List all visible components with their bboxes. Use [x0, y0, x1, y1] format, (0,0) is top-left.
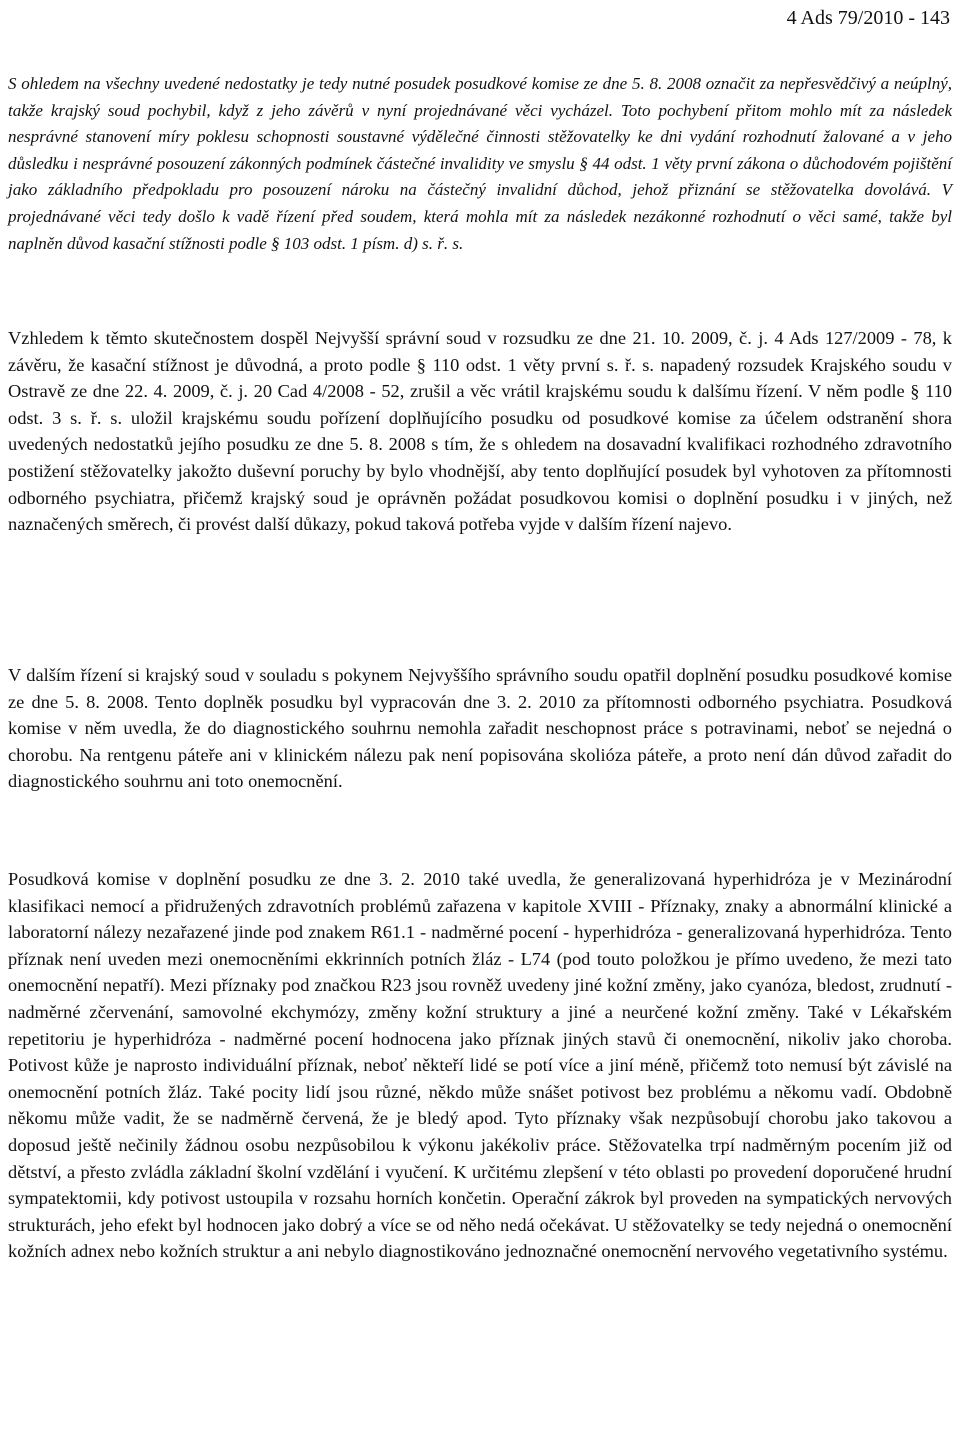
case-reference: 4 Ads 79/2010 - 143: [786, 7, 950, 29]
paragraph-2: Vzhledem k těmto skutečnostem dospěl Nejvyšší správní soud v rozsudku ze dne 21. 10. 2009, č. j. 4 Ads 127/2009 - 78, k závěru, že kasační stížnost je důvodná, a proto podle § 110 odst. 1 věty první s. ř. s. napadený rozsudek Krajského soudu v Ostravě ze dne 22. 4. 2009, č. j. 20 Cad 4/2008 - 52, zrušil a věc vrátil krajskému soudu k dalšímu řízení. V něm podle § 110 odst. 3 s. ř. s. uložil krajskému soudu pořízení doplňujícího posudku od posudkové komise za účelem odstranění shora uvedených nedostatků jejího posudku ze dne 5. 8. 2008 s tím, že s ohledem na dosavadní kvalifikaci rozhodného zdravotního postižení stěžovatelky jakožto duševní poruchy by bylo vhodnější, aby tento doplňující posudek byl vyhotoven za přítomnosti odborného psychiatra, přičemž krajský soud je oprávněn požádat posudkovou komisi o doplnění posudku i v jiných, než naznačených směrech, či provést další důkazy, pokud taková potřeba vyjde v dalším řízení najevo.: [8, 328, 952, 535]
paragraph-4: Posudková komise v doplnění posudku ze dne 3. 2. 2010 také uvedla, že generalizovaná hyperhidróza je v Mezinárodní klasifikaci nemocí a přidružených zdravotních problémů zařazena v kapitole XVIII - Příznaky, znaky a abnormální klinické a laboratorní nálezy nezařazené jinde pod znakem R61.1 - nadměrné pocení - hyperhidróza - generalizovaná hyperhidróza. Tento příznak není uveden mezi onemocněními ekkrinních potních žláz - L74 (pod touto položkou je přímo uvedeno, že mezi tato onemocnění nepatří). Mezi příznaky pod značkou R23 jsou rovněž uvedeny jiné kožní změny, jako cyanóza, bledost, zrudnutí - nadměrné zčervenání, samovolné ekchymózy, změny kožní struktury a jiné a neurčené kožní změny. Také v Lékařském repetitoriu je hyperhidróza - nadměrné pocení hodnocena jako příznak jiných stavů či onemocnění, nikoliv jako choroba. Potivost kůže je naprosto individuální příznak, neboť někteří lidé se potí více a jiní méně, přičemž toto nemusí být závislé na onemocnění potních žláz. Také pocity lidí jsou různé, někdo může snášet potivost bez problému a někomu vadí. Obdobně někomu může vadit, že se nadměrně červená, že je bledý apod. Tyto příznaky však nezpůsobují chorobu jako takovou a doposud ještě nečinily žádnou osobu nezpůsobilou k výkonu jakékoliv práce. Stěžovatelka trpí nadměrným pocením již od dětství, a přesto zvládla základní školní vzdělání i vyučení. K určitému zlepšení v této oblasti po provedení doporučené hrudní sympatektomii, kdy potivost ustoupila v rozsahu horních končetin. Operační zákrok byl proveden na sympatických nervových strukturách, jeho efekt byl hodnocen jako dobrý a více se od něho nedá očekávat. U stěžovatelky se tedy nejedná o onemocnění kožních adnex nebo kožních struktur a ani nebylo diagnostikováno jednoznačné onemocnění nervového vegetativního systému.: [8, 869, 952, 1262]
paragraph-1: S ohledem na všechny uvedené nedostatky je tedy nutné posudek posudkové komise ze dne 5. 8. 2008 označit za nepřesvědčivý a neúplný, takže krajský soud pochybil, když z jeho závěrů v nyní projednávané věci vycházel. Toto pochybení přitom mohlo mít za následek nesprávné stanovení míry poklesu schopnosti soustavné výdělečné činnosti stěžovatelky ke dni vydání rozhodnutí žalované a v jeho důsledku i nesprávné posouzení zákonných podmínek částečné invalidity ve smyslu § 44 odst. 1 věty první zákona o důchodovém pojištění jako základního předpokladu pro posouzení nároku na částečný invalidní důchod, jehož přiznání se stěžovatelka dovolává. V projednávané věci tedy došlo k vadě řízení před soudem, která mohla mít za následek nezákonné rozhodnutí o věci samé, takže byl naplněn důvod kasační stížnosti podle § 103 odst. 1 písm. d) s. ř. s.: [8, 74, 952, 253]
paragraph-3: V dalším řízení si krajský soud v souladu s pokynem Nejvyššího správního soudu opatřil doplnění posudku posudkové komise ze dne 5. 8. 2008. Tento doplněk posudku byl vypracován dne 3. 2. 2010 za přítomnosti odborného psychiatra. Posudková komise v něm uvedla, že do diagnostického souhrnu nemohla zařadit neschopnost práce s potravinami, neboť se nejedná o chorobu. Na rentgenu páteře ani v klinickém nálezu pak není popisována skolióza páteře, a proto není dán důvod zařadit do diagnostického souhrnu ani toto onemocnění.: [8, 665, 952, 792]
document-page: [8, 0, 952, 1452]
